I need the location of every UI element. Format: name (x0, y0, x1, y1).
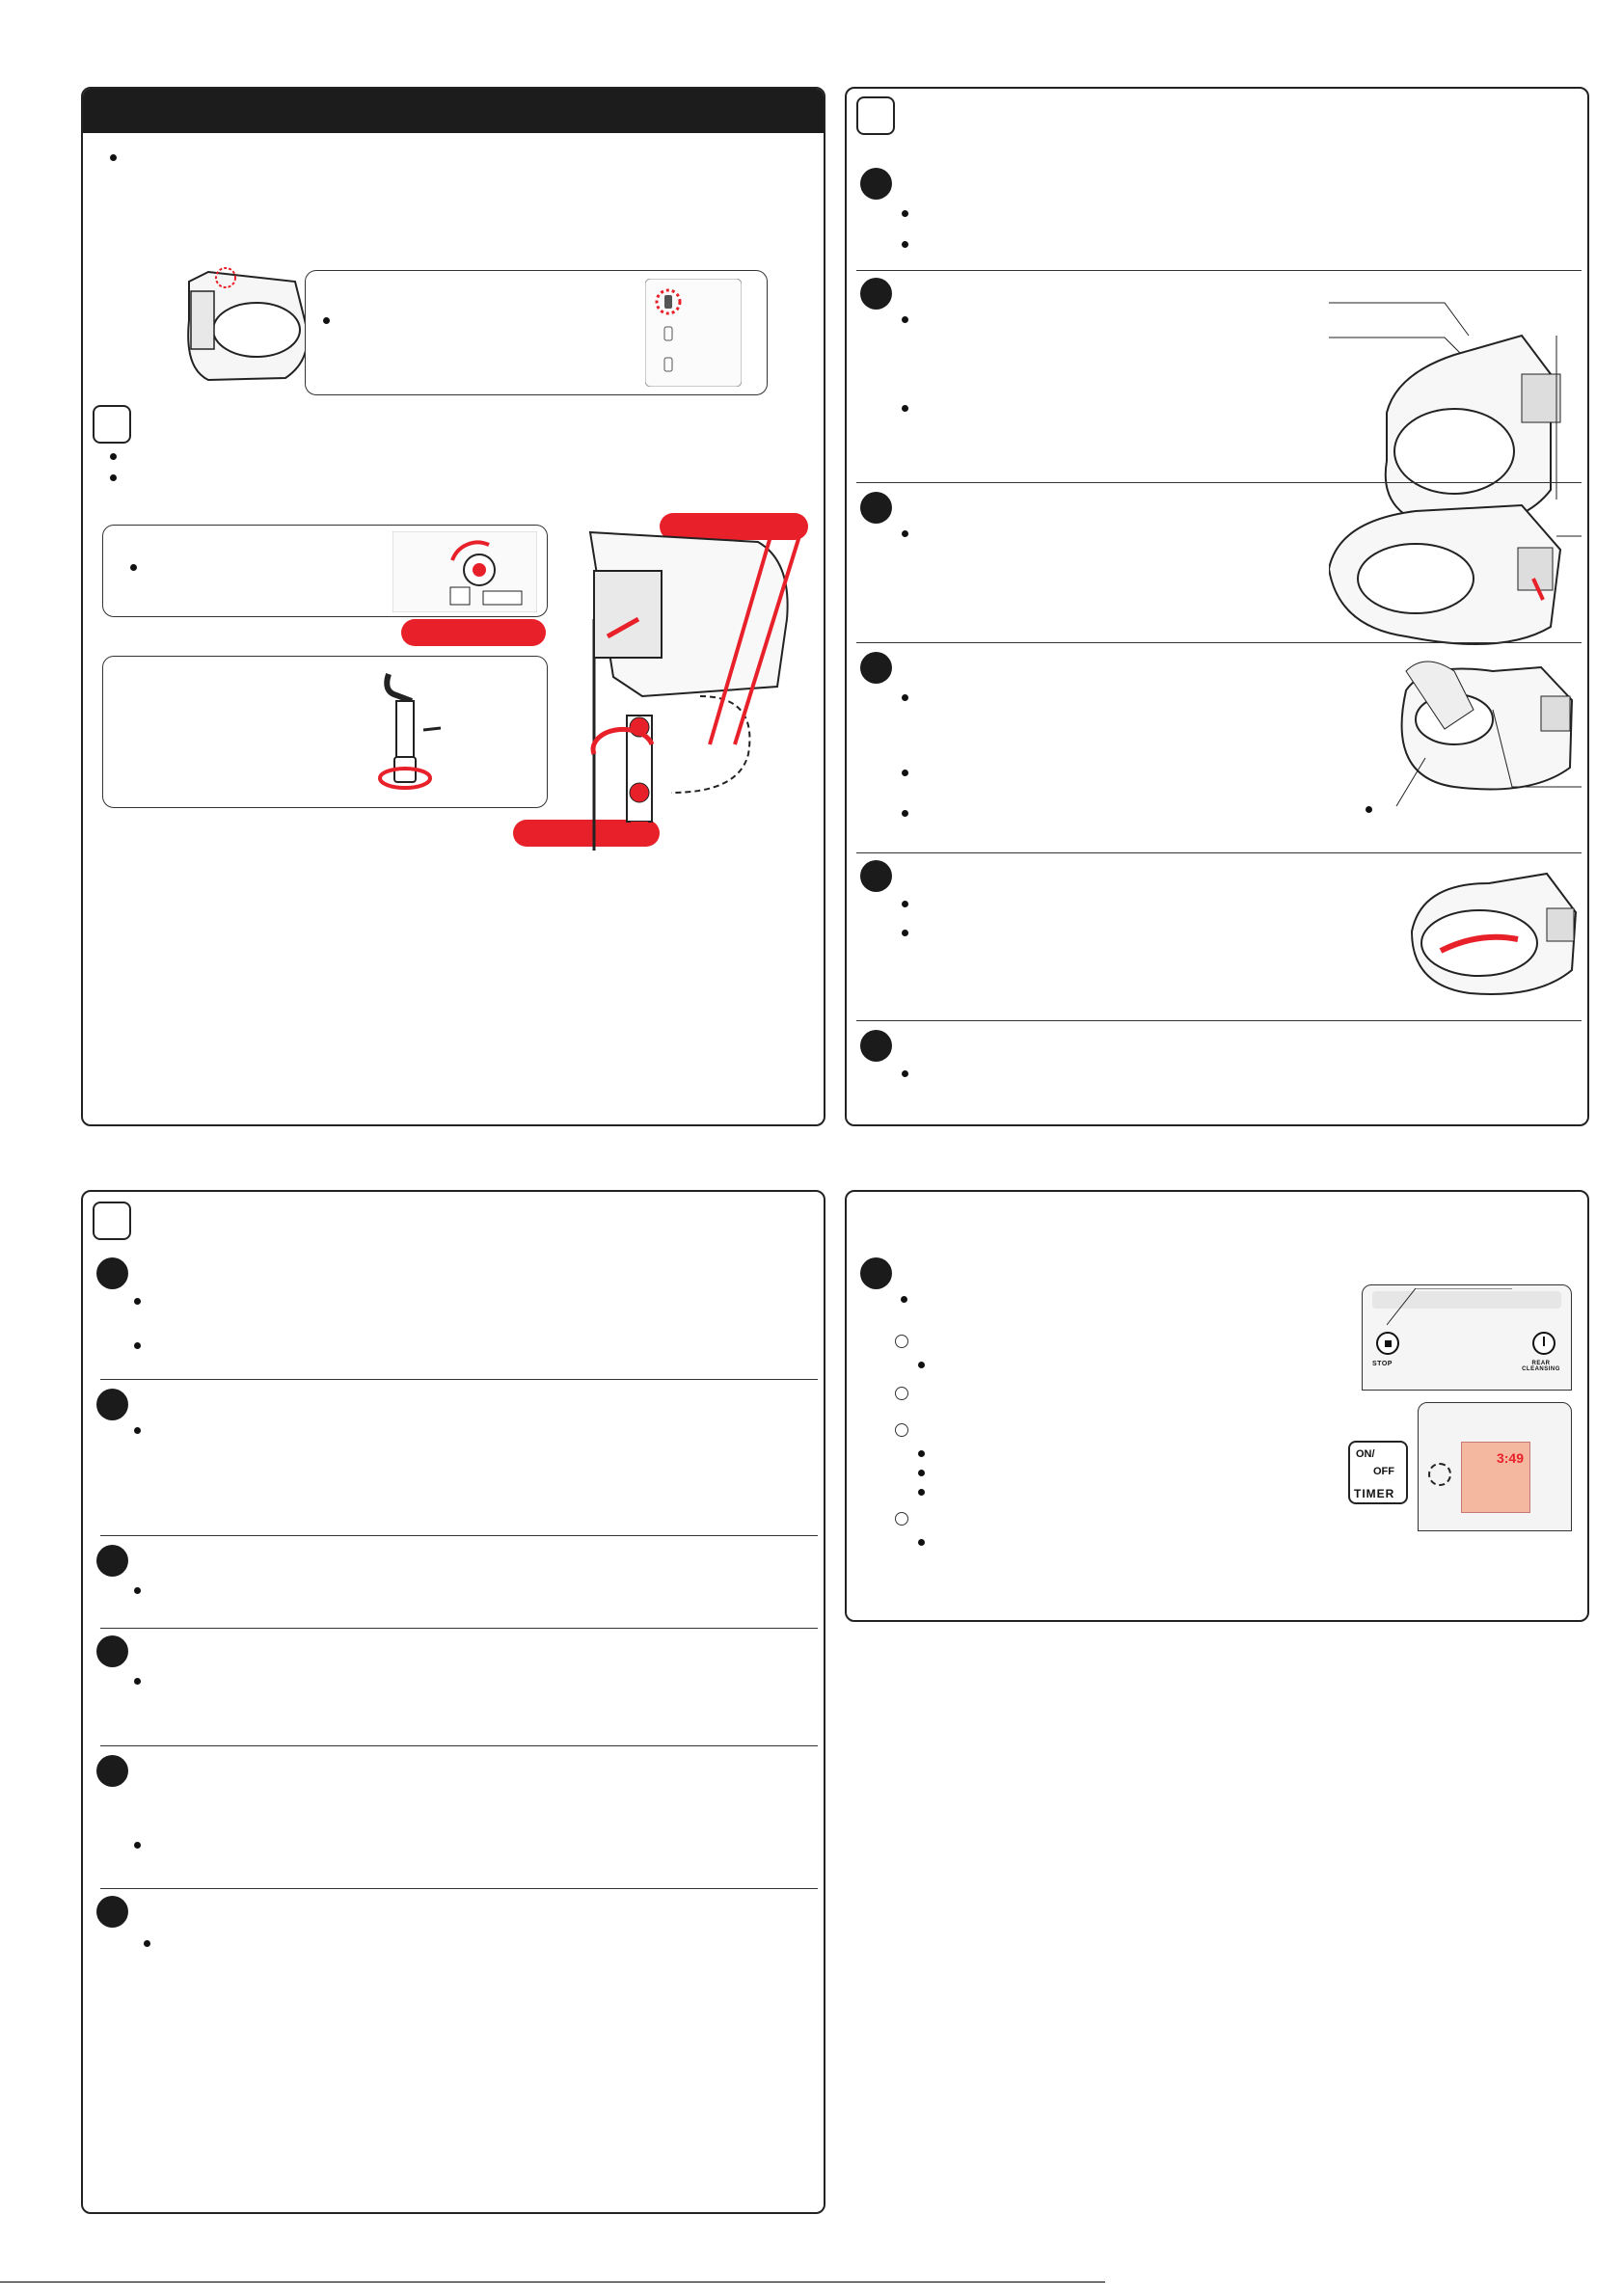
remote-display-screen (1461, 1442, 1530, 1513)
bullet-dot (110, 474, 117, 481)
seat-indicator-illustration (170, 262, 324, 397)
valve-closeup-illustration (392, 531, 537, 612)
step-box (93, 1202, 131, 1240)
indicator-lamps-icon (645, 279, 742, 387)
bullet-dot (134, 1342, 141, 1349)
section-divider (856, 1020, 1582, 1021)
nozzle-cleaning-illustration (1367, 652, 1582, 816)
filter-callout-box (102, 656, 548, 808)
bullet-dot (902, 810, 908, 817)
bullet-dot (902, 241, 908, 248)
bullet-dot (902, 405, 908, 412)
bullet-dot (918, 1489, 925, 1496)
bullet-dot (918, 1362, 925, 1368)
step-number-circle (96, 1389, 128, 1420)
step-number-circle (860, 652, 892, 684)
bullet-dot (134, 1427, 141, 1434)
step-number-circle (860, 1257, 892, 1289)
step-number-circle (96, 1257, 128, 1289)
display-value: 3:49 (1496, 1450, 1524, 1466)
step-number-circle (96, 1635, 128, 1667)
section-divider (100, 1628, 818, 1629)
bullet-dot (902, 530, 908, 537)
bullet-dot (130, 564, 137, 571)
section-divider (856, 482, 1582, 483)
step-number-circle (860, 1030, 892, 1062)
nozzle-seat-illustration-2 (1329, 492, 1582, 656)
bullet-dot (918, 1539, 925, 1546)
callout-line (1387, 1288, 1512, 1327)
section-divider (856, 642, 1582, 643)
bullet-dot (110, 453, 117, 460)
sub-step-circle (895, 1387, 908, 1400)
remote-timer-illustration (1418, 1402, 1572, 1531)
bullet-dot (902, 930, 908, 936)
bullet-dot (901, 1296, 907, 1303)
bullet-dot (902, 694, 908, 701)
section-divider (100, 1745, 818, 1746)
stop-button[interactable] (1376, 1332, 1399, 1355)
step-number-circle (860, 168, 892, 200)
step-number-circle (96, 1545, 128, 1577)
panel-top-left (81, 87, 825, 1126)
bullet-dot (902, 210, 908, 217)
timer-off-label: OFF (1373, 1466, 1394, 1477)
section-divider (856, 270, 1582, 271)
indicator-callout-box (305, 270, 768, 395)
clock-icon (1543, 1337, 1545, 1346)
filter-rotate-illustration (354, 662, 450, 807)
step-number-circle (860, 278, 892, 310)
sub-step-circle (895, 1512, 908, 1526)
toilet-side-valve-illustration (555, 503, 816, 851)
panel-bottom-left (81, 1190, 825, 2214)
valve-callout-box (102, 525, 548, 617)
bullet-dot (134, 1842, 141, 1849)
bullet-dot (144, 1940, 150, 1947)
bullet-dot (902, 1070, 908, 1077)
step-number-circle (96, 1755, 128, 1787)
step-number-circle (860, 492, 892, 524)
timer-highlight-circle (1428, 1463, 1451, 1486)
bullet-dot (902, 901, 908, 907)
panel-header-bar (83, 89, 824, 133)
panel-bottom-right (845, 1190, 1589, 1622)
step-number-circle (860, 860, 892, 892)
sub-step-circle (895, 1423, 908, 1437)
bullet-dot (918, 1450, 925, 1457)
stop-button-label: STOP (1372, 1361, 1393, 1367)
step-box (856, 96, 895, 135)
bullet-dot (918, 1470, 925, 1476)
stop-icon (1385, 1340, 1392, 1347)
bullet-dot (902, 770, 908, 776)
rear-cleansing-button[interactable] (1532, 1332, 1555, 1355)
section-divider (100, 1535, 818, 1536)
bullet-dot (323, 317, 330, 324)
bullet-dot (110, 154, 117, 161)
bowl-wipe-illustration (1402, 854, 1582, 999)
step-number-circle (96, 1896, 128, 1928)
bullet-dot (134, 1298, 141, 1305)
step-box (93, 405, 131, 444)
rear-cleansing-label: REAR CLEANSING (1522, 1361, 1560, 1372)
section-divider (100, 1888, 818, 1889)
bullet-dot (902, 316, 908, 323)
bullet-dot (134, 1678, 141, 1685)
timer-on-label: ON/ (1356, 1448, 1375, 1460)
panel-top-right (845, 87, 1589, 1126)
timer-button-callout[interactable] (1348, 1441, 1408, 1504)
timer-label: TIMER (1354, 1487, 1395, 1500)
bullet-dot (1366, 806, 1372, 813)
section-divider (100, 1379, 818, 1380)
sub-step-circle (895, 1335, 908, 1348)
section-divider (856, 852, 1582, 853)
bullet-dot (134, 1587, 141, 1594)
red-label-tag-2 (401, 619, 546, 646)
